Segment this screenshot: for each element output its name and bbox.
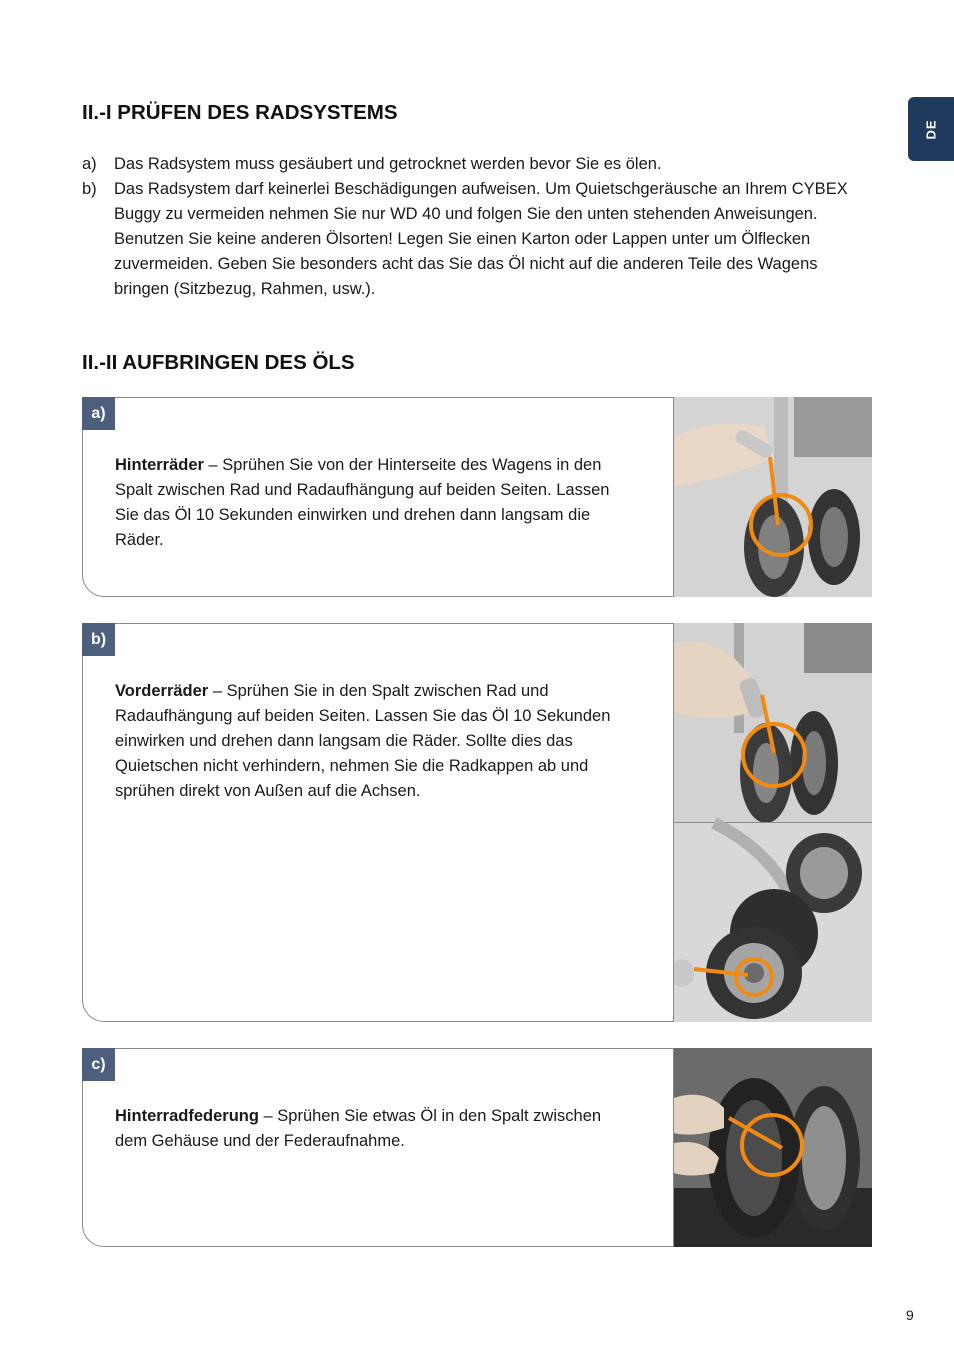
step-badge: b) xyxy=(82,623,115,656)
front-wheel-photos xyxy=(673,623,872,1022)
intro-list xyxy=(82,152,872,302)
language-tab-label: DE xyxy=(923,118,939,140)
step-box-front-wheels xyxy=(82,623,870,1022)
step-text xyxy=(115,453,635,553)
step-description: – Sprühen Sie in den Spalt zwischen Rad und Radaufhängung auf beiden Seiten. Lassen Sie das Öl 10 Sekunden einwirken und drehen dann langsam die Räder. Sollte dies das Quietschen nicht verhindern, nehmen Sie die Radkappen ab und sprühen direkt von Außen auf die Achsen. xyxy=(115,682,611,800)
rear-wheel-photo xyxy=(673,397,872,597)
step-term: Hinterräder xyxy=(115,456,204,474)
list-item xyxy=(82,152,872,177)
list-marker: b) xyxy=(82,180,97,198)
list-item xyxy=(82,177,872,302)
list-text: Das Radsystem darf keinerlei Beschädigungen aufweisen. Um Quietschgeräusche an Ihrem CYBEX Buggy zu vermeiden nehmen Sie nur WD 40 und folgen Sie den unten stehenden Anweisungen. Benutzen Sie keine anderen Ölsorten! Legen Sie einen Karton oder Lappen unter um Ölflecken zuvermeiden. Geben Sie besonders acht das Sie das Öl nicht auf die anderen Teile des Wagens bringen (Sitzbezug, Rahmen, usw.). xyxy=(114,180,848,298)
list-text: Das Radsystem muss gesäubert und getrocknet werden bevor Sie es ölen. xyxy=(114,155,662,173)
step-term: Hinterradfederung xyxy=(115,1107,259,1125)
section-title-check: II.-I PRÜFEN DES RADSYSTEMS xyxy=(82,101,398,124)
list-marker: a) xyxy=(82,155,97,173)
step-description: – Sprühen Sie von der Hinterseite des Wagens in den Spalt zwischen Rad und Radaufhängung auf beiden Seiten. Lassen Sie das Öl 10 Sekunden einwirken und drehen dann langsam die Räder. xyxy=(115,456,610,549)
rear-suspension-photo xyxy=(673,1048,872,1247)
step-badge: a) xyxy=(82,397,115,430)
step-badge: c) xyxy=(82,1048,115,1081)
step-box-rear-suspension xyxy=(82,1048,870,1247)
section-title-apply-oil: II.-II AUFBRINGEN DES ÖLS xyxy=(82,351,355,374)
step-description: – Sprühen Sie etwas Öl in den Spalt zwischen dem Gehäuse und der Federaufnahme. xyxy=(115,1107,602,1150)
step-box-rear-wheels xyxy=(82,397,870,597)
step-text xyxy=(115,679,635,804)
page-number: 9 xyxy=(906,1307,914,1323)
step-term: Vorderräder xyxy=(115,682,209,700)
step-text xyxy=(115,1104,635,1154)
language-tab xyxy=(908,97,954,161)
